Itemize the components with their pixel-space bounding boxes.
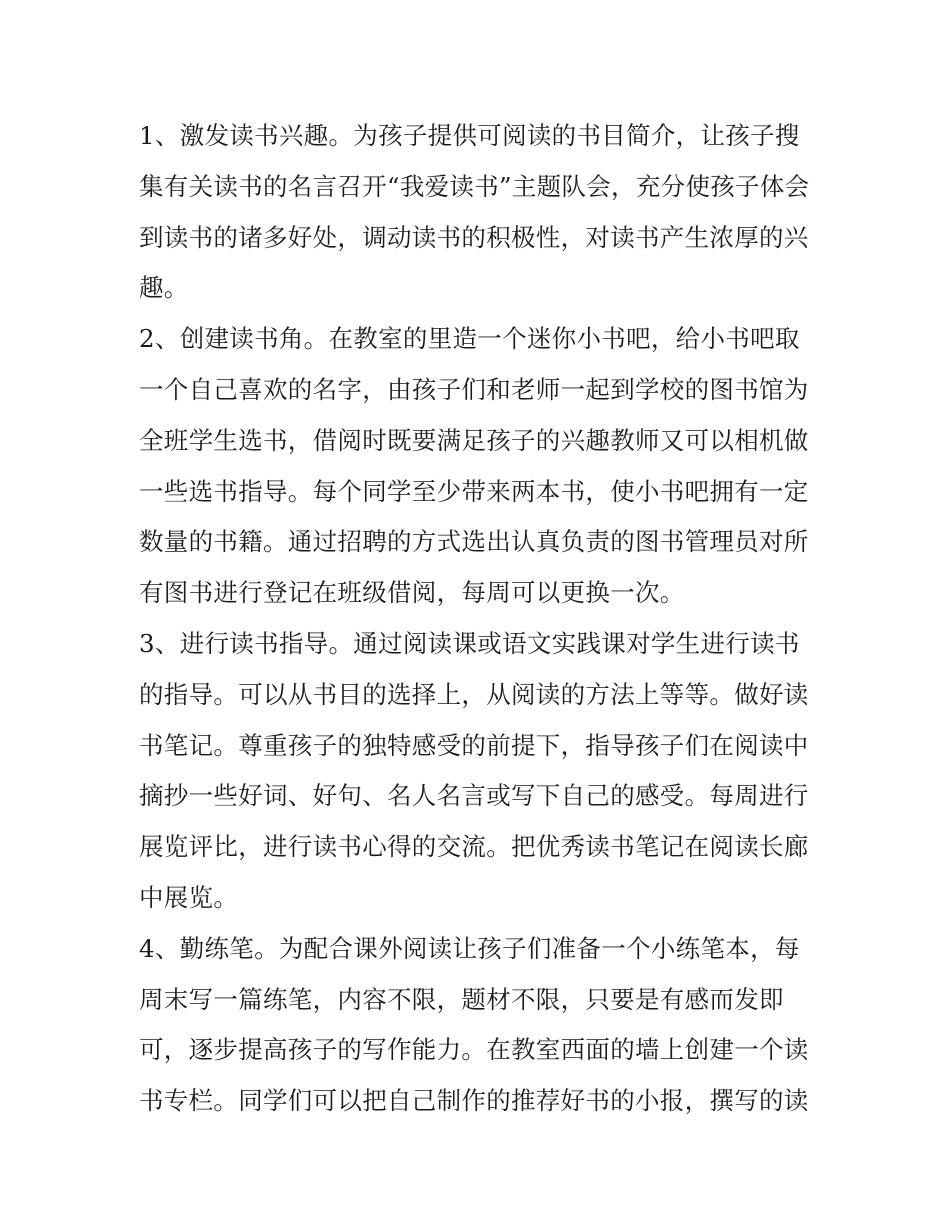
text-line: 集有关读书的名言召开“我爱读书”主题队会，充分使孩子体会 xyxy=(139,171,810,201)
text-line: 摘抄一些好词、好句、名人名言或写下自己的感受。每周进行 xyxy=(139,781,809,811)
text-line: 有图书进行登记在班级借阅，每周可以更换一次。 xyxy=(139,578,685,608)
text-line: 4、勤练笔。为配合课外阅读让孩子们准备一个小练笔本，每 xyxy=(139,933,800,963)
text-line: 到读书的诸多好处，调动读书的积极性，对读书产生浓厚的兴 xyxy=(139,222,809,252)
text-line: 1、激发读书兴趣。为孩子提供可阅读的书目简介，让孩子搜 xyxy=(139,121,800,150)
text-line: 一个自己喜欢的名字，由孩子们和老师一起到学校的图书馆为 xyxy=(139,374,809,404)
text-line: 全班学生选书，借阅时既要满足孩子的兴趣教师又可以相机做 xyxy=(139,425,809,455)
text-line: 趣。 xyxy=(139,273,189,303)
text-line: 周末写一篇练笔，内容不限，题材不限，只要是有感而发即 xyxy=(139,984,784,1014)
text-line: 书笔记。尊重孩子的独特感受的前提下，指导孩子们在阅读中 xyxy=(139,730,809,760)
text-line: 数量的书籍。通过招聘的方式选出认真负责的图书管理员对所 xyxy=(139,527,809,557)
text-line: 书专栏。同学们可以把自己制作的推荐好书的小报，撰写的读 xyxy=(139,1086,809,1116)
document-body xyxy=(139,111,819,1127)
text-line: 中展览。 xyxy=(139,882,239,912)
text-line: 可，逐步提高孩子的写作能力。在教室西面的墙上创建一个读 xyxy=(139,1035,809,1065)
text-line: 3、进行读书指导。通过阅读课或语文实践课对学生进行读书 xyxy=(139,628,800,658)
text-line: 一些选书指导。每个同学至少带来两本书，使小书吧拥有一定 xyxy=(139,476,809,506)
text-line: 的指导。可以从书目的选择上，从阅读的方法上等等。做好读 xyxy=(139,679,809,709)
text-line: 2、创建读书角。在教室的里造一个迷你小书吧，给小书吧取 xyxy=(139,324,800,354)
text-line: 展览评比，进行读书心得的交流。把优秀读书笔记在阅读长廊 xyxy=(139,832,809,862)
